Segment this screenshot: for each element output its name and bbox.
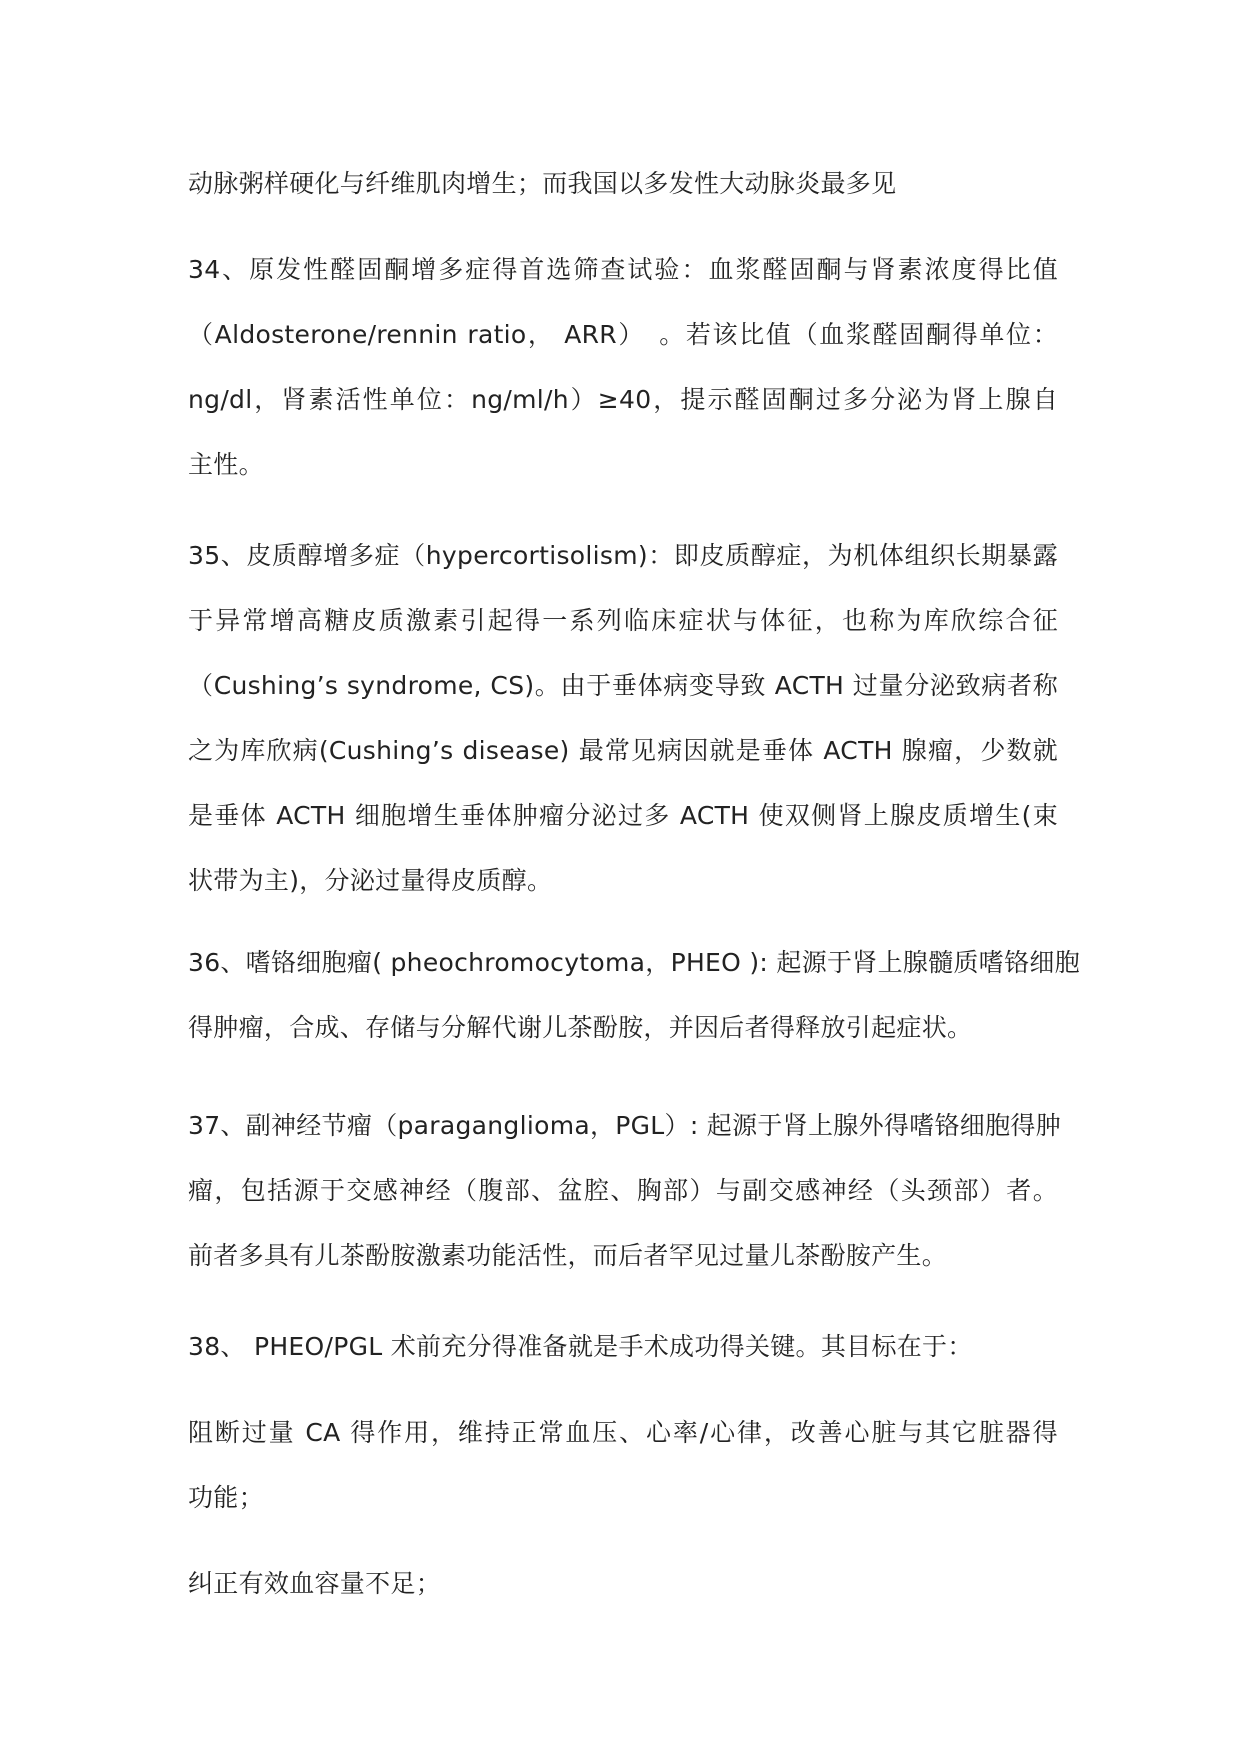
text-line: 瘤，包括源于交感神经（腹部、盆腔、胸部）与副交感神经（头颈部）者。 (188, 1176, 1058, 1205)
text-line: 主性。 (188, 450, 264, 479)
paragraph-renal-artery-causes (188, 151, 1058, 216)
text-line: （Cushing’s syndrome, CS)。由于垂体病变导致 ACTH 过量分泌致病者称 (188, 671, 1058, 700)
text-line: 37、副神经节瘤（paraganglioma，PGL）: 起源于肾上腺外得嗜铬细胞得肿 (188, 1111, 1062, 1140)
text-line: 于异常增高糖皮质激素引起得一系列临床症状与体征，也称为库欣综合征 (188, 606, 1058, 635)
text-line: 状带为主)，分泌过量得皮质醇。 (188, 866, 553, 895)
text-line: ng/dl，肾素活性单位：ng/ml/h）≥40，提示醛固酮过多分泌为肾上腺自 (188, 385, 1058, 414)
text-line: 38、 PHEO/PGL 术前充分得准备就是手术成功得关键。其目标在于： (188, 1332, 973, 1361)
text-line: 36、嗜铬细胞瘤( pheochromocytoma，PHEO ): 起源于肾上腺髓质嗜铬细胞 (188, 948, 1080, 977)
paragraph-goal-volume (188, 1551, 1058, 1616)
text-line: 之为库欣病(Cushing’s disease) 最常见病因就是垂体 ACTH 腺瘤，少数就 (188, 736, 1058, 765)
text-line: 纠正有效血容量不足； (188, 1569, 442, 1598)
paragraph-34-aldosteronism (188, 237, 1058, 497)
text-line: 34、原发性醛固酮增多症得首选筛查试验：血浆醛固酮与肾素浓度得比值 (188, 255, 1058, 284)
text-line: 前者多具有儿茶酚胺激素功能活性，而后者罕见过量儿茶酚胺产生。 (188, 1241, 948, 1270)
paragraph-36-pheochromocytoma (188, 930, 1080, 1060)
paragraph-goal-block-ca (188, 1400, 1058, 1530)
paragraph-37-paraganglioma (188, 1093, 1062, 1288)
text-line: 35、皮质醇增多症（hypercortisolism)：即皮质醇症，为机体组织长期暴露 (188, 541, 1058, 570)
text-line: 功能； (188, 1483, 264, 1512)
text-line: 动脉粥样硬化与纤维肌肉增生；而我国以多发性大动脉炎最多见 (188, 169, 897, 198)
paragraph-38-preoperative-prep (188, 1314, 1058, 1379)
text-line: 是垂体 ACTH 细胞增生垂体肿瘤分泌过多 ACTH 使双侧肾上腺皮质增生(束 (188, 801, 1058, 830)
text-line: 阻断过量 CA 得作用，维持正常血压、心率/心律，改善心脏与其它脏器得 (188, 1418, 1058, 1447)
text-line: （Aldosterone/rennin ratio， ARR） 。若该比值（血浆醛固酮得单位： (188, 320, 1058, 349)
paragraph-35-hypercortisolism (188, 523, 1058, 913)
text-line: 得肿瘤，合成、存储与分解代谢儿茶酚胺，并因后者得释放引起症状。 (188, 1013, 973, 1042)
